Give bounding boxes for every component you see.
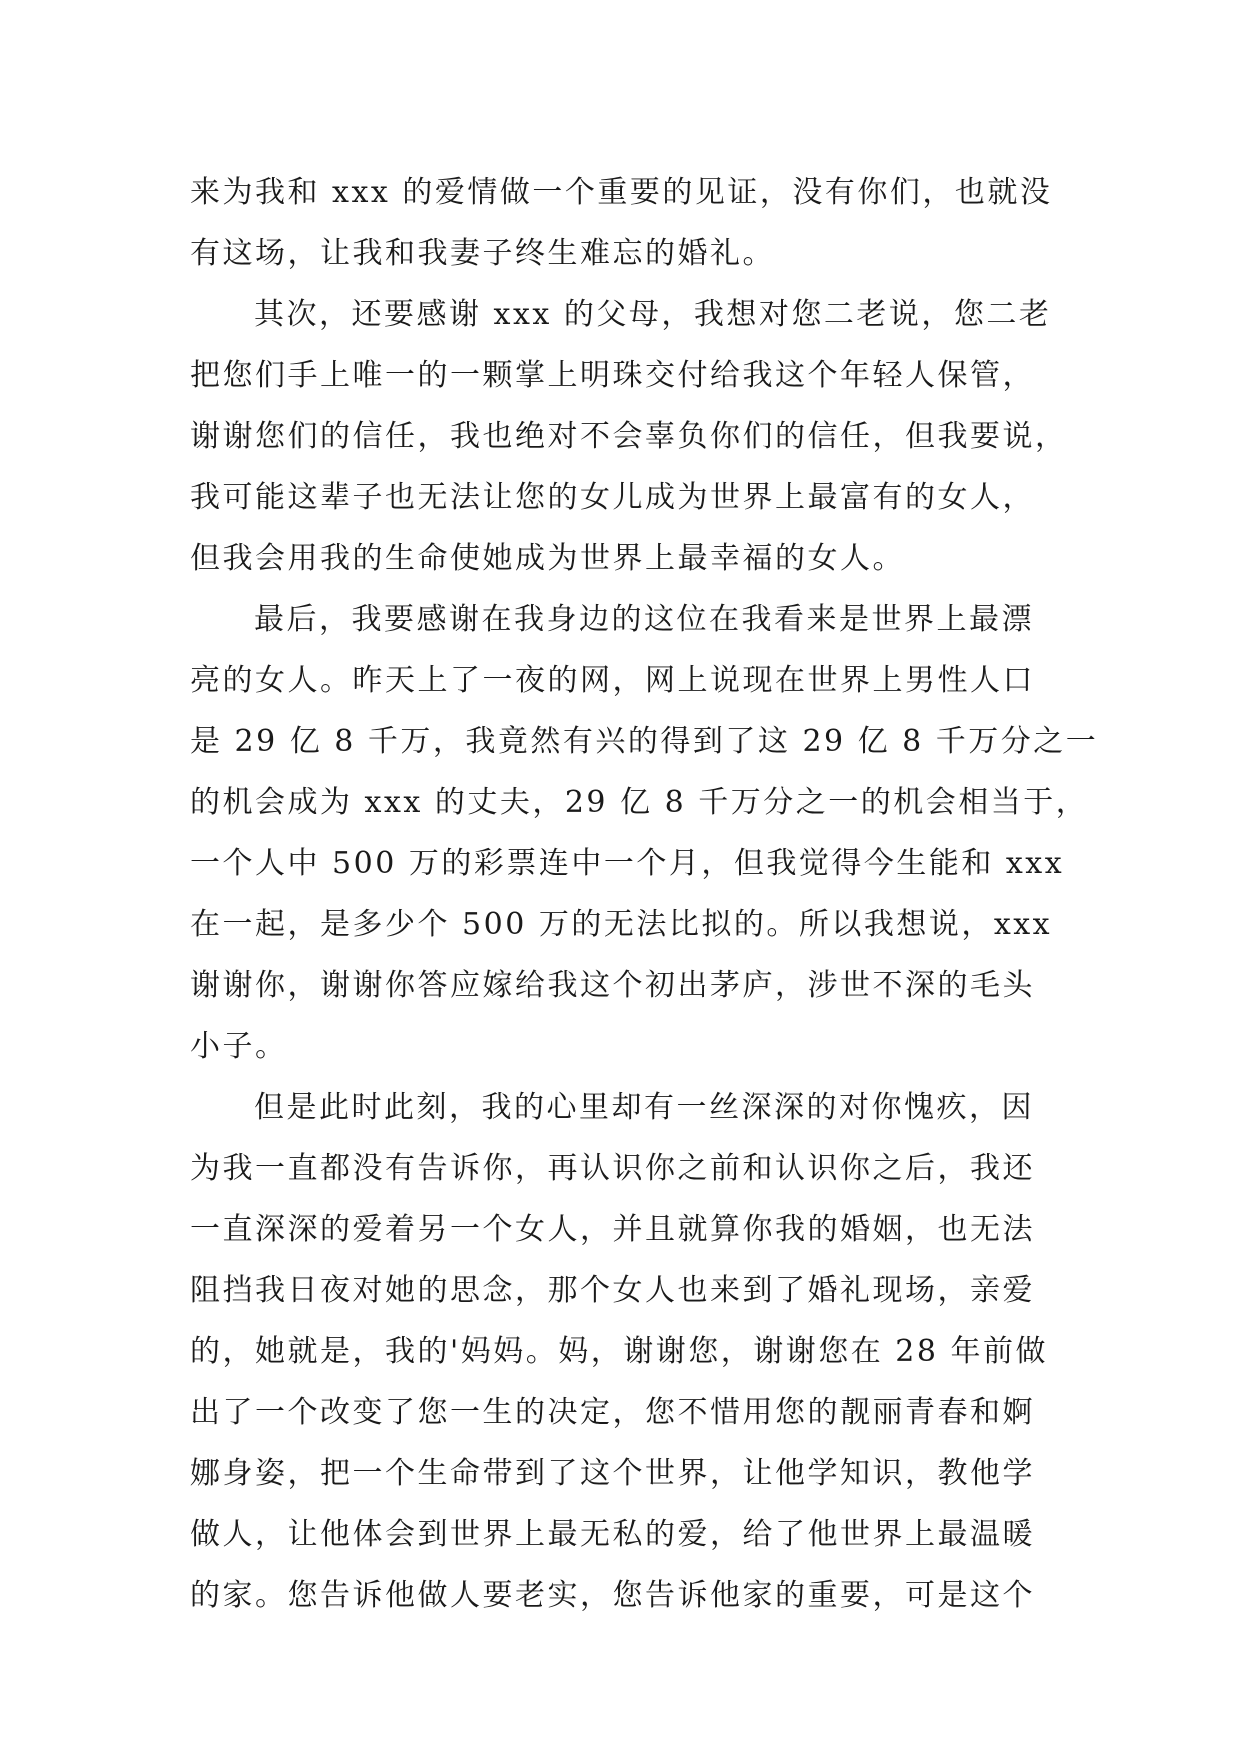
text-line: 谢谢你，谢谢你答应嫁给我这个初出茅庐，涉世不深的毛头 — [190, 968, 1035, 1003]
text-line: 阻挡我日夜对她的思念，那个女人也来到了婚礼现场，亲爱 — [190, 1273, 1035, 1308]
text-line: 但我会用我的生命使她成为世界上最幸福的女人。 — [190, 541, 905, 576]
text-line: 的机会成为 xxx 的丈夫，29 亿 8 千万分之一的机会相当于， — [190, 785, 1089, 820]
paragraph-first-line: 其次，还要感谢 xxx 的父母，我想对您二老说，您二老 — [254, 297, 1052, 332]
paragraph-first-line: 但是此时此刻，我的心里却有一丝深深的对你愧疚，因 — [254, 1090, 1034, 1125]
document-body — [190, 162, 1099, 1626]
text-line: 娜身姿，把一个生命带到了这个世界，让他学知识，教他学 — [190, 1456, 1035, 1491]
text-line: 亮的女人。昨天上了一夜的网，网上说现在世界上男性人口 — [190, 663, 1035, 698]
text-line: 是 29 亿 8 千万，我竟然有兴的得到了这 29 亿 8 千万分之一 — [190, 724, 1099, 759]
text-line: 谢谢您们的信任，我也绝对不会辜负你们的信任，但我要说， — [190, 419, 1068, 454]
text-line: 一直深深的爱着另一个女人，并且就算你我的婚姻，也无法 — [190, 1212, 1035, 1247]
text-line: 小子。 — [190, 1029, 288, 1064]
text-line: 做人，让他体会到世界上最无私的爱，给了他世界上最温暖 — [190, 1517, 1035, 1552]
paragraph-first-line: 最后，我要感谢在我身边的这位在我看来是世界上最漂 — [254, 602, 1034, 637]
text-line: 把您们手上唯一的一颗掌上明珠交付给我这个年轻人保管， — [190, 358, 1035, 393]
text-line: 的家。您告诉他做人要老实，您告诉他家的重要，可是这个 — [190, 1578, 1035, 1613]
text-line: 为我一直都没有告诉你，再认识你之前和认识你之后，我还 — [190, 1151, 1035, 1186]
text-line: 来为我和 xxx 的爱情做一个重要的见证，没有你们，也就没 — [190, 175, 1053, 210]
text-line: 我可能这辈子也无法让您的女儿成为世界上最富有的女人， — [190, 480, 1035, 515]
text-line: 有这场，让我和我妻子终生难忘的婚礼。 — [190, 236, 775, 271]
text-line: 在一起，是多少个 500 万的无法比拟的。所以我想说，xxx — [190, 907, 1053, 942]
text-line: 一个人中 500 万的彩票连中一个月，但我觉得今生能和 xxx — [190, 846, 1065, 881]
text-line: 的，她就是，我的'妈妈。妈，谢谢您，谢谢您在 28 年前做 — [190, 1334, 1048, 1369]
text-line: 出了一个改变了您一生的决定，您不惜用您的靓丽青春和婀 — [190, 1395, 1035, 1430]
